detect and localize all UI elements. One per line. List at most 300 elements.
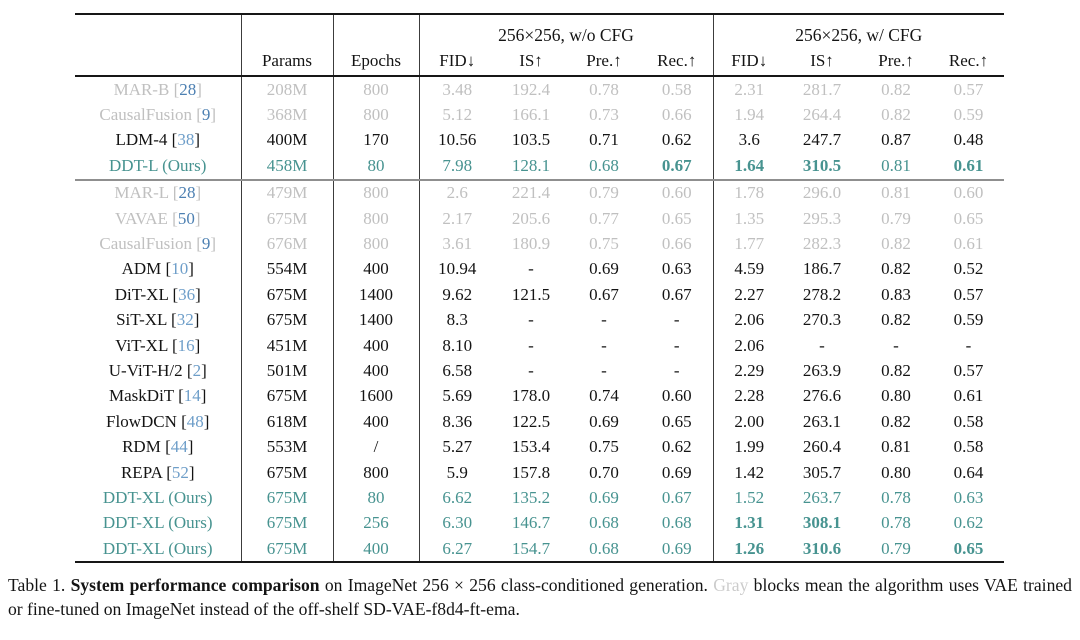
method-name: DDT-XL (Ours) (102, 513, 213, 533)
metric-cell: 0.81 (881, 183, 911, 203)
header-rec-w: Rec.↑ (948, 51, 989, 70)
metric-cell: 3.61 (442, 234, 473, 254)
corner-cell (241, 14, 333, 47)
metric-cell: 0.66 (641, 231, 713, 256)
table-row (75, 409, 1004, 434)
metric-cell: 3.48 (442, 79, 473, 99)
metric-cell: 296.0 (802, 183, 842, 203)
header-pre-wo: Pre.↑ (586, 51, 622, 70)
metric-cell: 1.77 (734, 234, 765, 254)
params-cell: 451M (241, 333, 333, 358)
metric-cell: 0.52 (953, 259, 984, 279)
citation-open-bracket: [ (169, 79, 180, 99)
metric-cell: 9.62 (442, 284, 473, 304)
citation-close-bracket: ] (195, 183, 202, 203)
metric-cell: 6.30 (442, 513, 473, 533)
metric-cell: 264.4 (802, 105, 842, 125)
metric-cell: 263.7 (802, 487, 842, 507)
params-cell: 479M (241, 180, 333, 206)
metric-cell: 0.59 (953, 105, 984, 125)
metric-cell: 276.6 (802, 386, 842, 406)
metric-cell: - (641, 308, 713, 333)
metric-cell: 0.70 (589, 462, 619, 482)
caption-title: System performance comparison (70, 575, 320, 596)
method-cell (75, 536, 241, 562)
metric-cell: 3.6 (738, 130, 760, 150)
metric-cell: 310.6 (802, 538, 842, 558)
metric-cell: 0.75 (589, 437, 619, 457)
method-cell (75, 384, 241, 409)
epochs-cell: 256 (333, 511, 419, 536)
epochs-cell: 80 (333, 485, 419, 510)
method-name: CausalFusion (99, 105, 192, 125)
metric-cell: 221.4 (511, 183, 551, 203)
metric-cell: 0.73 (589, 105, 619, 125)
metric-cell: 6.62 (442, 487, 473, 507)
metric-cell: 0.82 (881, 259, 911, 279)
params-cell: 675M (241, 308, 333, 333)
metric-cell: 0.77 (589, 208, 619, 228)
group-header-row (75, 14, 1004, 47)
metric-cell: 0.65 (641, 409, 713, 434)
citation-close-bracket: ] (188, 259, 194, 279)
method-cell (75, 409, 241, 434)
metric-cell: 1.26 (734, 538, 765, 558)
table-row (75, 536, 1004, 562)
table-row (75, 102, 1004, 127)
metric-cell: 0.68 (567, 153, 641, 179)
metric-cell: 146.7 (511, 513, 551, 533)
metric-cell: 5.27 (442, 437, 473, 457)
citation-open-bracket: [ (166, 310, 177, 330)
metric-cell: 1.94 (734, 105, 765, 125)
metric-cell: 122.5 (511, 411, 551, 431)
method-name: MaskDiT (109, 386, 174, 406)
method-name: LDM-4 (115, 130, 168, 150)
metric-cell: - (601, 335, 607, 355)
method-cell (75, 282, 241, 307)
citation-number: 50 (177, 208, 195, 228)
metric-cell: 0.61 (953, 386, 984, 406)
citation (177, 412, 210, 431)
metric-cell: 178.0 (511, 386, 551, 406)
table-row (75, 358, 1004, 383)
params-cell: 400M (241, 128, 333, 153)
metric-cell: 0.68 (589, 538, 619, 558)
metric-cell: 0.68 (641, 511, 713, 536)
citation-open-bracket: [ (168, 183, 179, 203)
metric-cell: 0.58 (953, 437, 984, 457)
metric-cell: 0.69 (589, 487, 619, 507)
metric-cell: 0.61 (953, 234, 984, 254)
method-cell (75, 76, 241, 102)
method-cell (75, 257, 241, 282)
caption-gray-word: Gray (713, 575, 749, 596)
metric-cell: 0.78 (881, 487, 911, 507)
metric-cell: 2.00 (734, 411, 765, 431)
table-row (75, 333, 1004, 358)
metric-cell: 0.81 (881, 437, 911, 457)
metric-cell: 0.58 (641, 76, 713, 102)
corner-cell (75, 14, 241, 47)
metric-cell: 295.3 (802, 208, 842, 228)
citation-open-bracket: [ (182, 360, 193, 380)
params-cell: 675M (241, 536, 333, 562)
metric-cell: 0.74 (589, 386, 619, 406)
epochs-cell: 800 (333, 231, 419, 256)
metric-cell: 247.7 (802, 130, 842, 150)
table-row (75, 282, 1004, 307)
metric-cell: - (641, 333, 713, 358)
metric-cell: 2.17 (442, 208, 473, 228)
citation-number: 10 (171, 259, 189, 279)
metric-cell: 0.63 (953, 487, 984, 507)
header-fid-wo: FID↓ (439, 51, 476, 70)
metric-cell: 0.82 (881, 79, 911, 99)
method-name: RDM (122, 437, 161, 457)
epochs-cell: 1400 (333, 282, 419, 307)
metric-cell: 0.71 (589, 130, 619, 150)
citation-close-bracket: ] (203, 411, 210, 431)
metric-cell: 0.82 (881, 234, 911, 254)
group-header-w-cfg: 256×256, w/ CFG (795, 25, 923, 45)
metric-cell: 0.65 (641, 206, 713, 231)
metric-cell: 1.78 (734, 183, 765, 203)
metric-cell: 0.57 (953, 79, 984, 99)
method-name: DDT-XL (Ours) (102, 538, 213, 558)
epochs-cell: 170 (333, 128, 419, 153)
metric-cell: - (528, 310, 534, 330)
method-cell (75, 308, 241, 333)
metric-cell: - (965, 335, 972, 355)
citation-close-bracket: ] (195, 284, 201, 304)
metric-cell: 2.27 (734, 284, 765, 304)
metric-cell: 192.4 (511, 79, 551, 99)
metric-cell: 128.1 (495, 153, 567, 179)
metric-cell: 0.67 (589, 284, 619, 304)
metric-cell: 121.5 (511, 284, 551, 304)
citation-number: 52 (171, 462, 189, 482)
metric-cell: 270.3 (802, 310, 842, 330)
metric-cell: 0.69 (641, 460, 713, 485)
metric-cell: 0.64 (953, 462, 984, 482)
epochs-cell: 800 (333, 180, 419, 206)
caption-label: Table 1. (8, 575, 71, 596)
citation-open-bracket: [ (161, 259, 172, 279)
header-is-wo: IS↑ (519, 51, 543, 70)
epochs-cell: 400 (333, 536, 419, 562)
metric-cell: 0.80 (881, 386, 911, 406)
metric-cell: 0.79 (881, 538, 911, 558)
citation (169, 183, 202, 202)
metric-cell: 278.2 (802, 284, 842, 304)
method-name: U-ViT-H/2 (108, 360, 183, 380)
citation-close-bracket: ] (194, 335, 201, 355)
table-row (75, 128, 1004, 153)
metric-cell: 10.94 (438, 259, 477, 279)
citation-close-bracket: ] (194, 130, 201, 150)
metric-cell: 0.75 (589, 234, 619, 254)
metric-cell: 205.6 (511, 208, 551, 228)
params-cell: 368M (241, 102, 333, 127)
epochs-cell: 400 (333, 358, 419, 383)
header-fid-w: FID↓ (731, 51, 768, 70)
caption-text-suffix: blocks mean the algorithm uses VAE trained or fine-tuned on ImageNet instead of the off-shelf SD-VAE-f8d4-ft-ema. (8, 575, 1072, 619)
metric-cell: 2.28 (734, 386, 765, 406)
params-cell: 675M (241, 206, 333, 231)
metric-cell: 2.31 (734, 79, 765, 99)
epochs-cell: / (333, 434, 419, 459)
corner-cell (333, 14, 419, 47)
metric-cell: - (528, 335, 534, 355)
citation (167, 310, 200, 329)
group-header-wo-cfg: 256×256, w/o CFG (419, 14, 713, 47)
method-cell (75, 128, 241, 153)
column-header-row (75, 47, 1004, 76)
metric-cell: 1.52 (734, 487, 765, 507)
citation (168, 285, 201, 304)
citation-open-bracket: [ (167, 130, 178, 150)
header-rec-wo: Rec.↑ (641, 47, 713, 76)
table-row (75, 485, 1004, 510)
metric-cell: 263.1 (802, 411, 842, 431)
method-name: VAVAE (114, 208, 168, 228)
method-cell (75, 358, 241, 383)
citation (162, 463, 195, 482)
metric-cell: - (601, 360, 607, 380)
metric-cell: 2.6 (446, 183, 468, 203)
method-name: DiT-XL (114, 284, 169, 304)
metric-cell: 0.60 (953, 183, 984, 203)
metric-cell: 310.5 (785, 153, 859, 179)
metric-cell: 103.5 (511, 130, 551, 150)
metric-cell: 0.62 (641, 128, 713, 153)
citation-open-bracket: [ (191, 105, 202, 125)
params-cell: 501M (241, 358, 333, 383)
metric-cell: 0.82 (881, 105, 911, 125)
metric-cell: 0.69 (589, 411, 619, 431)
metric-cell: 0.67 (641, 153, 713, 179)
metric-cell: 0.82 (881, 310, 911, 330)
epochs-cell: 400 (333, 333, 419, 358)
metric-cell: 1.35 (734, 208, 765, 228)
metric-cell: 0.87 (881, 130, 911, 150)
citation-number: 36 (178, 284, 196, 304)
metric-cell: 0.67 (641, 282, 713, 307)
metric-cell: 308.1 (802, 513, 842, 533)
epochs-cell: 400 (333, 409, 419, 434)
metric-cell: 1.64 (713, 153, 785, 179)
metric-cell: 4.59 (734, 259, 765, 279)
metric-cell: 281.7 (802, 79, 842, 99)
metric-cell: 157.8 (511, 462, 551, 482)
method-name: DDT-XL (Ours) (102, 487, 213, 507)
metric-cell: 8.3 (446, 310, 468, 330)
citation (192, 105, 216, 124)
citation-number: 9 (201, 105, 211, 125)
metric-cell: 5.12 (442, 105, 473, 125)
metric-cell: 0.63 (641, 257, 713, 282)
metric-cell: 0.57 (953, 284, 984, 304)
method-name: DDT-L (Ours) (109, 155, 207, 175)
citation (167, 130, 200, 149)
metric-cell: 0.62 (953, 513, 984, 533)
citation-number: 2 (192, 360, 202, 380)
citation-number: 14 (183, 386, 201, 406)
table-header (75, 14, 1004, 76)
metric-cell: 0.82 (881, 360, 911, 380)
citation (161, 259, 194, 278)
metric-cell: 186.7 (802, 259, 842, 279)
table-row (75, 231, 1004, 256)
metric-cell: 0.61 (933, 153, 1004, 179)
citation (192, 234, 216, 253)
metric-cell: 0.79 (589, 183, 619, 203)
params-cell: 554M (241, 257, 333, 282)
metric-cell: 0.82 (881, 411, 911, 431)
citation-open-bracket: [ (161, 462, 172, 482)
params-cell: 675M (241, 460, 333, 485)
citation-number: 44 (170, 437, 188, 457)
metric-cell: 282.3 (802, 234, 842, 254)
metric-cell: 10.56 (438, 130, 477, 150)
metric-cell: 0.62 (641, 434, 713, 459)
metric-cell: 0.48 (953, 130, 984, 150)
metric-cell: 0.65 (953, 538, 984, 558)
metric-cell: 7.98 (419, 153, 495, 179)
metric-cell: 0.79 (881, 208, 911, 228)
table-row (75, 153, 1004, 179)
citation-close-bracket: ] (200, 386, 207, 406)
metric-cell: 1.42 (734, 462, 765, 482)
method-name: ADM (121, 259, 162, 279)
method-cell (75, 153, 241, 179)
metric-cell: 154.7 (511, 538, 551, 558)
epochs-cell: 800 (333, 76, 419, 102)
metric-cell: 0.67 (641, 485, 713, 510)
params-cell: 675M (241, 485, 333, 510)
citation-close-bracket: ] (201, 360, 207, 380)
metric-cell: - (641, 358, 713, 383)
citation-open-bracket: [ (176, 411, 187, 431)
table-caption (8, 574, 1072, 621)
method-name: CausalFusion (99, 234, 192, 254)
method-name: FlowDCN (106, 411, 177, 431)
header-pre-w: Pre.↑ (878, 51, 914, 70)
table-row (75, 206, 1004, 231)
citation-close-bracket: ] (188, 462, 195, 482)
params-cell: 458M (241, 153, 333, 179)
corner-cell (75, 47, 241, 76)
metric-cell: 0.81 (859, 153, 933, 179)
citation-number: 28 (178, 183, 196, 203)
metric-cell: 2.06 (734, 310, 765, 330)
citation (169, 80, 202, 99)
metric-cell: 5.69 (442, 386, 473, 406)
citation-number: 38 (177, 130, 195, 150)
method-name: SiT-XL (116, 310, 167, 330)
citation-open-bracket: [ (167, 335, 178, 355)
results-table (75, 13, 1004, 563)
metric-cell: 1.31 (734, 513, 765, 533)
metric-cell: 8.10 (442, 335, 473, 355)
metric-cell: 6.58 (442, 360, 473, 380)
method-cell (75, 102, 241, 127)
citation (161, 437, 194, 456)
method-name: MAR-B (113, 79, 170, 99)
citation-close-bracket: ] (196, 79, 202, 99)
method-name: REPA (120, 462, 162, 482)
params-cell: 675M (241, 384, 333, 409)
table-row (75, 511, 1004, 536)
citation (168, 336, 201, 355)
citation-close-bracket: ] (187, 437, 194, 457)
metric-cell: 2.29 (734, 360, 765, 380)
params-cell: 553M (241, 434, 333, 459)
metric-cell: 0.65 (953, 208, 984, 228)
citation-open-bracket: [ (167, 208, 178, 228)
metric-cell: 0.60 (641, 384, 713, 409)
metric-cell: 2.06 (734, 335, 765, 355)
params-cell: 676M (241, 231, 333, 256)
table-row (75, 76, 1004, 102)
epochs-cell: 800 (333, 102, 419, 127)
params-cell: 208M (241, 76, 333, 102)
metric-cell: 0.69 (641, 536, 713, 562)
method-name: ViT-XL (115, 335, 168, 355)
citation-number: 9 (201, 234, 211, 254)
citation-close-bracket: ] (193, 310, 200, 330)
citation-number: 16 (177, 335, 195, 355)
method-cell (75, 333, 241, 358)
method-cell (75, 434, 241, 459)
epochs-cell: 800 (333, 206, 419, 231)
header-is-w: IS↑ (810, 51, 834, 70)
table-row (75, 257, 1004, 282)
metric-cell: 0.57 (953, 360, 984, 380)
method-cell (75, 231, 241, 256)
citation-number: 28 (179, 79, 197, 99)
metric-cell: 0.83 (881, 284, 911, 304)
metric-cell: 153.4 (511, 437, 551, 457)
method-cell (75, 460, 241, 485)
metric-cell: 166.1 (511, 105, 551, 125)
caption-text-middle: on ImageNet 256 × 256 class-conditioned generation. (319, 575, 714, 596)
metric-cell: 0.58 (953, 411, 984, 431)
citation-number: 48 (186, 411, 204, 431)
citation-number: 32 (176, 310, 194, 330)
table-row (75, 384, 1004, 409)
metric-cell: 0.78 (881, 513, 911, 533)
params-cell: 675M (241, 511, 333, 536)
citation-close-bracket: ] (210, 105, 217, 125)
citation-open-bracket: [ (173, 386, 184, 406)
epochs-cell: 400 (333, 257, 419, 282)
metric-cell: 6.27 (442, 538, 473, 558)
method-cell (75, 206, 241, 231)
metric-cell: - (601, 310, 607, 330)
citation-close-bracket: ] (194, 208, 201, 228)
table-row (75, 460, 1004, 485)
header-params: Params (241, 47, 333, 76)
metric-cell: - (528, 259, 534, 279)
metric-cell: - (819, 335, 825, 355)
metric-cell: 0.60 (641, 180, 713, 206)
epochs-cell: 1600 (333, 384, 419, 409)
metric-cell: - (528, 360, 534, 380)
metric-cell: - (893, 335, 899, 355)
metric-cell: 260.4 (802, 437, 842, 457)
